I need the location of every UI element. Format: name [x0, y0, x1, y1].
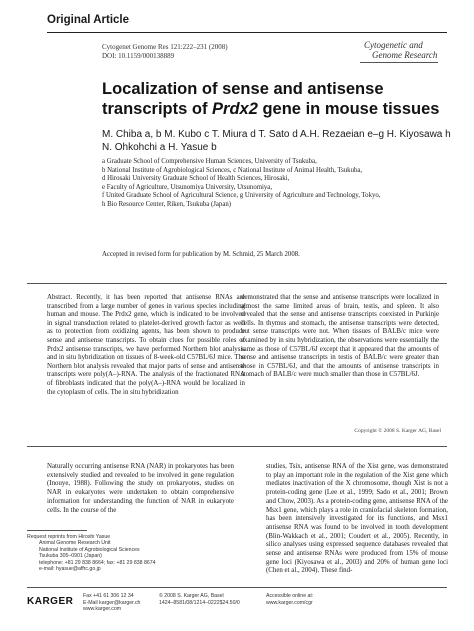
- footnote-divider: [27, 530, 87, 531]
- affiliation-line: e Faculty of Agriculture, Utsunomiya University, Utsunomiya,: [102, 183, 273, 191]
- journal-citation: [102, 43, 228, 61]
- body-left-column: Naturally occurring antisense RNA (NAR) in prokaryotes has been extensively studied and revealed to be involved in gene regulation (Inouye, 1988). Following the study on prokaryotes, studies on NAR in eukaryotes were undertaken to obtain comprehensive information for understanding the function of NAR in eukaryote cells. In the course of the: [47, 463, 234, 514]
- title-part-1: Localization of sense and antisense transcripts of: [102, 80, 384, 118]
- affiliation-line: f United Graduate School of Agricultural Science, g University of Agriculture and Technology, Tokyo,: [102, 192, 381, 200]
- abstract-left-column: Abstract. Recently, it has been reported that antisense RNAs are transcribed from a large number of genes in various species including human and mouse. The Prdx2 gene, which is indicated to be involved in signal transduction related to platelet-derived growth factor as well as to protection from oxidizing agents, has been shown to produce sense and antisense transcripts. To obtain clues for possible roles of Prdx2 antisense transcripts, we have performed Northern blot analysis and in situ hybridization on tissues of 8-week-old C57BL/6J mice. The Northern blot analysis revealed that major parts of sense and antisense transcripts were poly(A–)-RNA. The analysis of the fractionated RNA of fibroblasts indicated that the poly(A–)-RNA would be localized in the cytoplasm of cells. The in situ hybridization: [47, 294, 245, 396]
- publisher-copyright: [159, 593, 240, 606]
- online-access-label: Accessible online at:: [266, 593, 314, 599]
- authors-line-1: M. Chiba a, b M. Kubo c T. Miura d T. Sato d A.H. Rezaeian e–g H. Kiyosawa h: [102, 129, 451, 140]
- section-label: Original Article: [47, 14, 130, 26]
- reprint-email[interactable]: e-mail: hyasue@affrc.go.jp: [39, 566, 101, 573]
- affiliation-line: h Bio Resource Center, Riken, Tsukuba (Japan): [102, 200, 231, 208]
- online-access: [266, 593, 313, 606]
- journal-logo-rule: [360, 62, 438, 63]
- authors-line-2: N. Ohkohchi a H. Yasue b: [102, 142, 217, 153]
- affiliation-line: a Graduate School of Comprehensive Human Sciences, University of Tsukuba,: [102, 158, 317, 165]
- price-code-line: 1424–8581/08/1214–0222$24.50/0: [159, 599, 240, 606]
- journal-doi-line: DOI: 10.1159/000138889: [102, 52, 175, 60]
- publisher-fax: Fax +41 61 306 12 34: [83, 593, 134, 599]
- publisher-contact: [83, 593, 140, 613]
- publisher-logo: KARGER: [27, 596, 74, 607]
- journal-logo: [360, 40, 440, 66]
- body-right-column: studies, Tsix, antisense RNA of the Xist gene, was demonstrated to play an important role in the regulation of the Xist gene which mediates inactivation of the X chromosome, though Xist is not a protein-coding gene (Lee et al., 1999; Sado et al., 2001; Brown and Chow, 2003). As a protein-coding gene, antisense RNA of the Msx1 gene, which plays a role in craniofacial skeleton formation, has been intensively investigated for its functions, and Msx1 antisense RNA was found to be involved in tooth development (Blin-Wakkach et al., 2001; Coudert et al., 2005). Recently, in silico analyses using expressed sequence databases revealed that sense and antisense RNAs were produced from 15% of mouse gene loci (Kiyosawa et al., 2003) and 20% of human gene loci (Chen et al., 2004). These find-: [266, 463, 448, 575]
- title-gene-name: Prdx2: [212, 100, 258, 118]
- reprint-line: Request reprints from Hiroshi Yasue: [27, 534, 111, 540]
- reprint-request: [27, 534, 227, 572]
- journal-logo-text: [360, 40, 437, 60]
- online-access-link[interactable]: www.karger.com/cgr: [266, 599, 313, 606]
- journal-logo-line1: Cytogenetic and: [364, 40, 423, 50]
- publisher-website-link[interactable]: www.karger.com: [83, 606, 122, 613]
- title-part-2: gene in mouse tissues: [257, 100, 440, 118]
- header-divider: [47, 32, 447, 33]
- abstract-box: [27, 283, 447, 447]
- copyright-note: Copyright © 2008 S. Karger AG, Basel: [354, 428, 441, 434]
- journal-citation-line: Cytogenet Genome Res 121:222–231 (2008): [102, 43, 228, 51]
- journal-logo-line2: Genome Research: [372, 50, 438, 60]
- reprint-line: National Institute of Agrobiological Sciences: [39, 546, 140, 553]
- affiliation-line: b National Institute of Agrobiological Sciences, c National Institute of Animal Health, Tsukuba,: [102, 166, 363, 174]
- reprint-line: telephone: +81 29 838 8664; fax: +81 29 838 8674: [39, 559, 156, 566]
- abstract-right-column: demonstrated that the sense and antisense transcripts were localized in almost the same limited areas of brain, testis, and spleen. It also revealed that the sense and antisense transcripts coexisted in Purkinje cells. In thymus and stomach, the antisense transcripts were detected, but sense transcripts were not. When tissues of BALB/c mice were examined by in situ hybridization, the observations were essentially the same as those of C57BL/6J except that it appeared that the amounts of sense and antisense transcripts in testis of BALB/c were greater than those in C57BL/6J, and that the amounts of antisense transcripts in stomach of BALB/c were much smaller than those in C57BL/6J.: [241, 294, 439, 379]
- article-title: [102, 79, 452, 119]
- reprint-line: Animal Genome Research Unit: [39, 540, 111, 547]
- copyright-line: © 2008 S. Karger AG, Basel: [159, 593, 224, 599]
- author-list: [102, 128, 452, 154]
- footer-divider: [27, 587, 447, 588]
- publisher-email[interactable]: E-Mail karger@karger.ch: [83, 599, 141, 606]
- affiliations: [102, 158, 452, 210]
- reprint-line: Tsukuba 305–0901 (Japan): [39, 553, 102, 560]
- accepted-note: Accepted in revised form for publication by M. Schmid, 25 March 2008.: [102, 251, 300, 258]
- affiliation-line: d Hirosaki University Graduate School of Health Sciences, Hirosaki,: [102, 175, 290, 183]
